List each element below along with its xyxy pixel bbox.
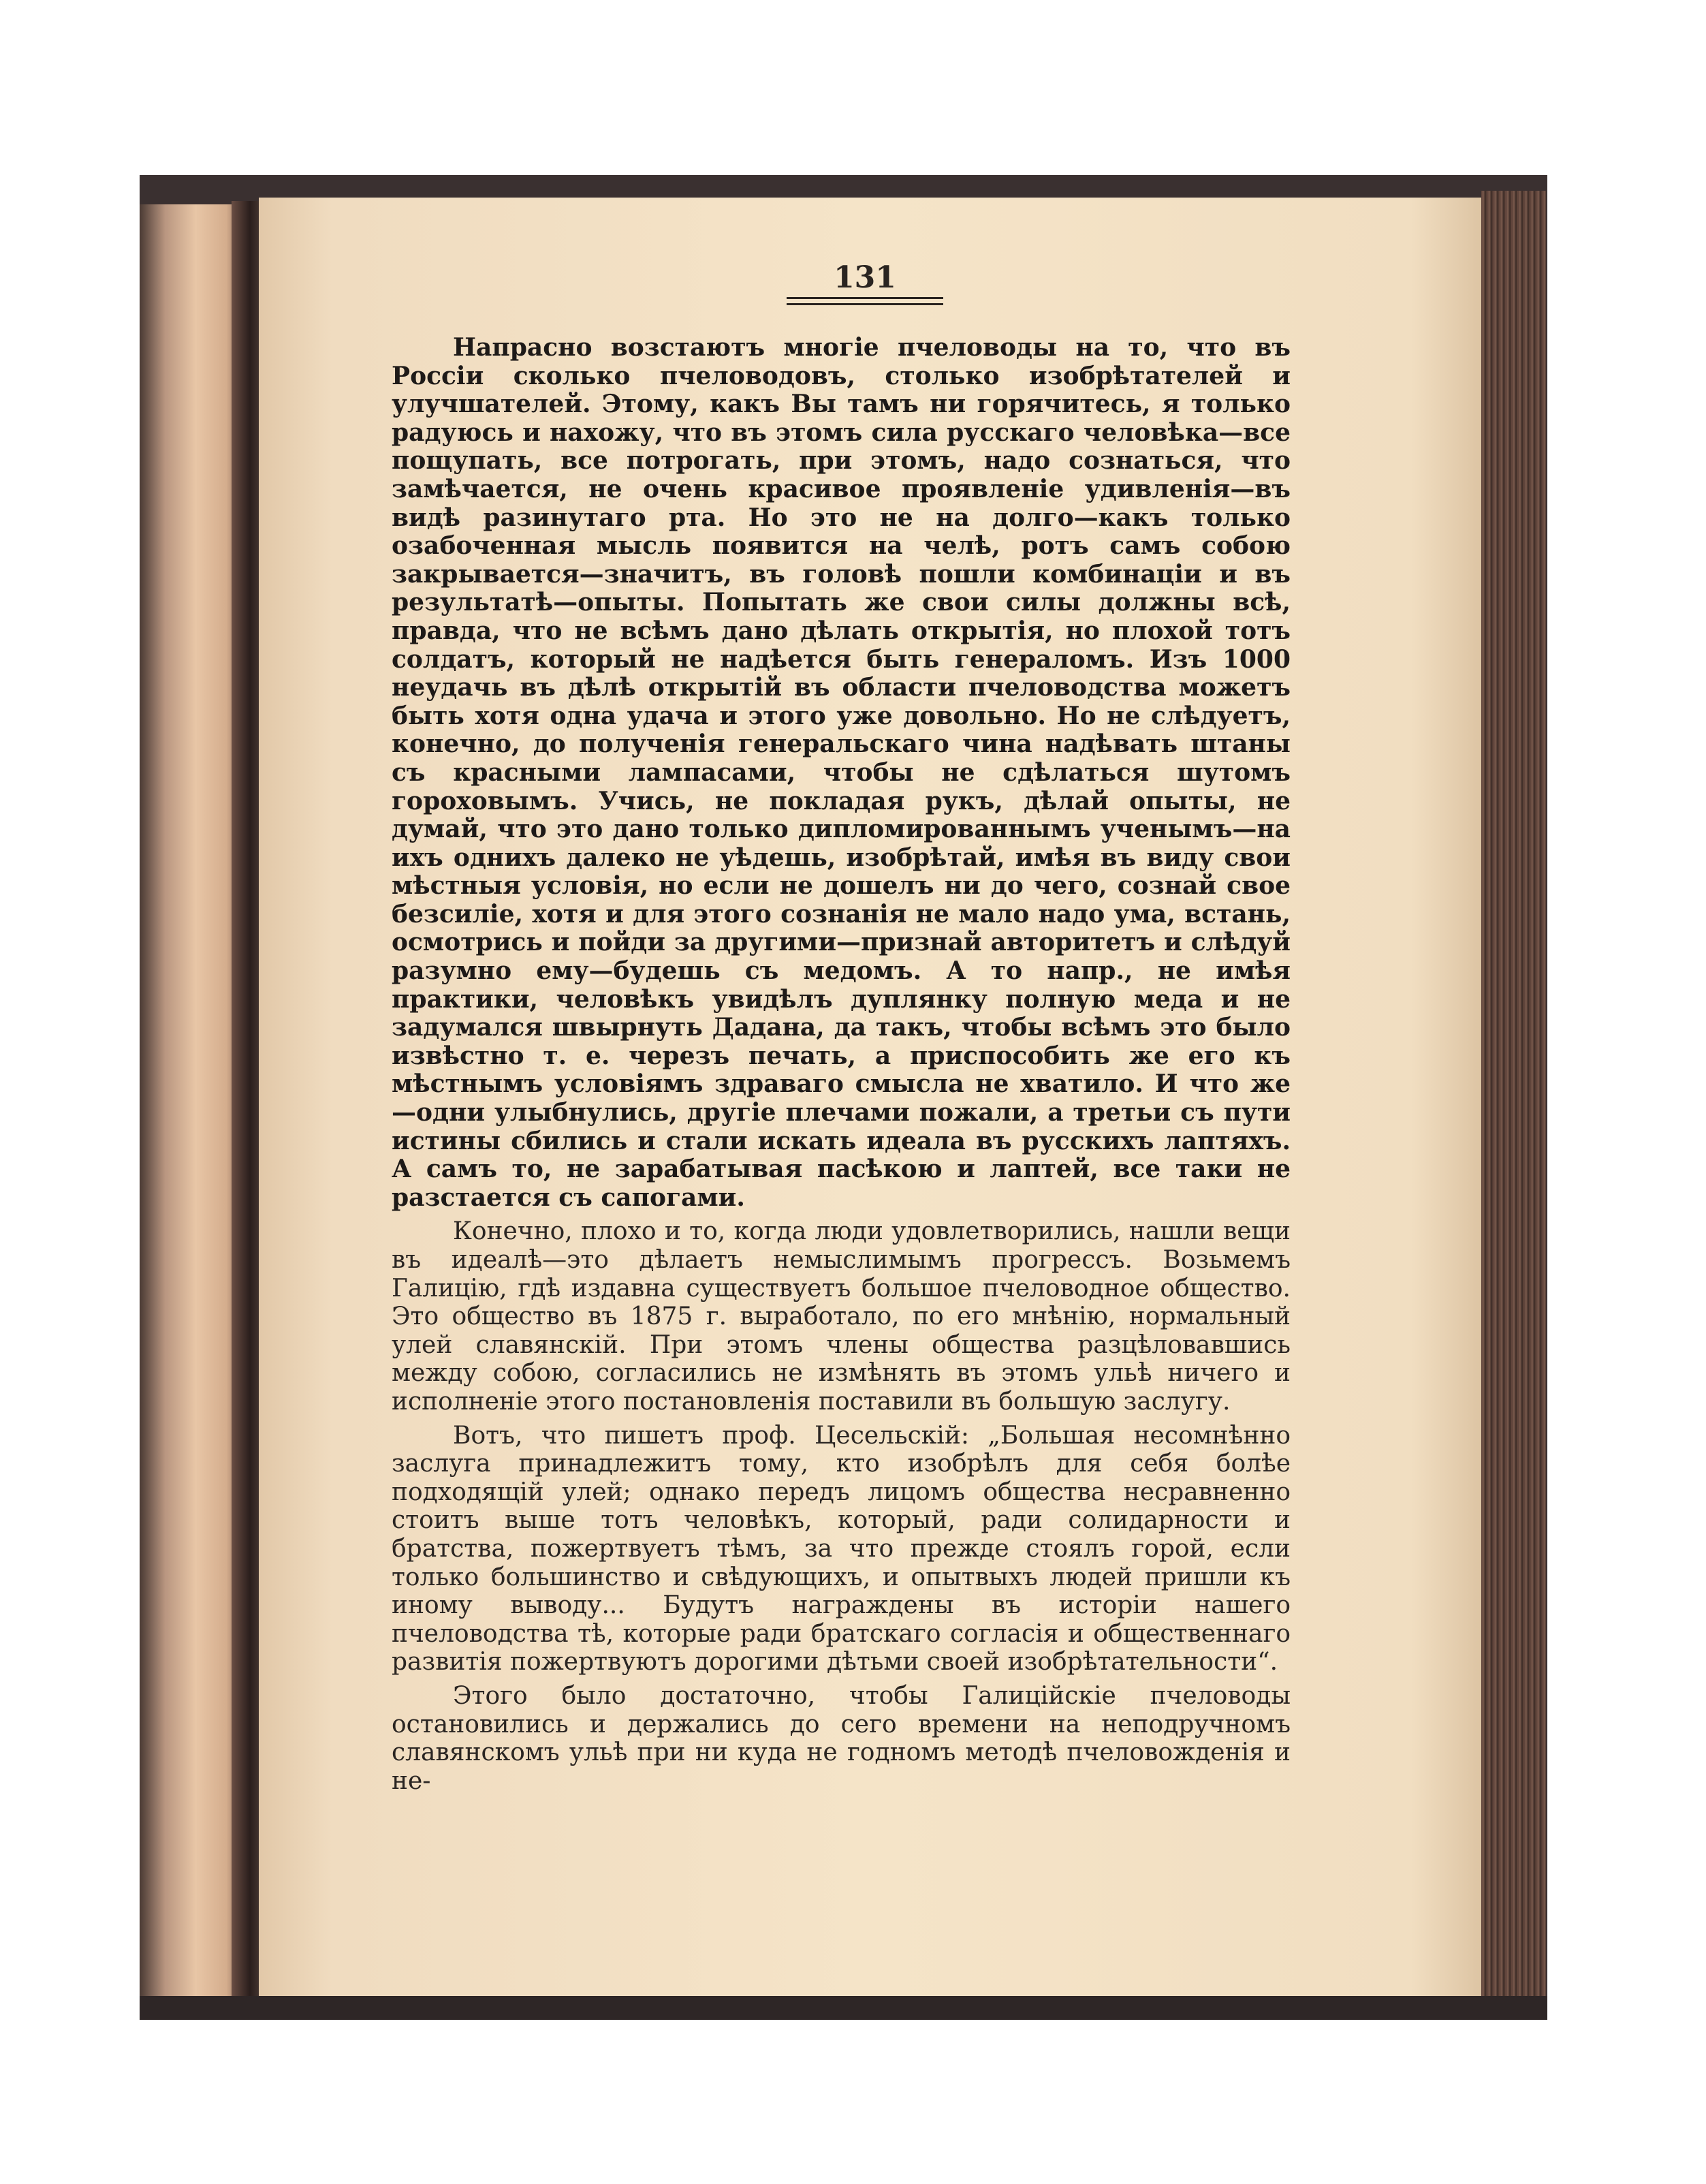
left-page-edge: [140, 204, 242, 2003]
paragraph-2: Конечно, плохо и то, когда люди удовлетворились, нашли вещи въ идеалѣ—это дѣлаетъ немыслимымъ прогрессъ. Возьмемъ Галицію, гдѣ издавна существуетъ большое пчеловодное общество. Это общество въ 1875 г. выработало, по его мнѣнію, нормальный улей славянскій. При этомъ члены общества разцѣловавшись между собою, согласились не измѣнять въ этомъ ульѣ ничего и исполненіе этого постановленія поставили въ большую заслугу.: [392, 1217, 1291, 1416]
body-text: [392, 334, 1291, 1795]
paragraph-3: Вотъ, что пишетъ проф. Цесельскій: „Большая несомнѣнно заслуга принадлежитъ тому, кто изобрѣлъ для себя болѣе подходящій улей; однако передъ лицомъ общества несравненно стоитъ выше тотъ человѣкъ, который, ради солидарности и братства, пожертвуетъ тѣмъ, за что прежде стоялъ горой, если только большинство и свѣдующихъ, и опытвыхъ людей пришли къ иному выводу... Будутъ награждены въ исторіи нашего пчеловодства тѣ, которые ради братскаго согласія и общественнаго развитія пожертвуютъ дорогими дѣтьми своей изобрѣтательности“.: [392, 1421, 1291, 1676]
page-number-rule: [787, 297, 943, 305]
book-gutter: [232, 201, 262, 1999]
page-stack-edge: [1481, 191, 1546, 2016]
paragraph-1: Напрасно возстаютъ многіе пчеловоды на то, что въ Россіи сколько пчеловодовъ, столько изобрѣтателей и улучшателей. Этому, какъ Вы тамъ ни горячитесь, я только радуюсь и нахожу, что въ этомъ сила русскаго человѣка—все пощупать, все потрогать, при этомъ, надо сознаться, что замѣчается, не очень красивое проявленіе удивленія—въ видѣ разинутаго рта. Но это не на долго—какъ только озабоченная мысль появится на челѣ, ротъ самъ собою закрывается—значитъ, въ головѣ пошли комбинаціи и въ результатѣ—опыты. Попытать же свои силы должны всѣ, правда, что не всѣмъ дано дѣлать открытія, но плохой тотъ солдатъ, который не надѣется быть генераломъ. Изъ 1000 неудачь въ дѣлѣ открытій въ области пчеловодства можетъ быть хотя одна удача и этого уже довольно. Но не слѣдуетъ, конечно, до полученія генеральскаго чина надѣвать штаны съ красными лампасами, чтобы не сдѣлаться шутомъ гороховымъ. Учись, не покладая рукъ, дѣлай опыты, не думай, что это дано только дипломированнымъ ученымъ—на ихъ однихъ далеко не уѣдешь, изобрѣтай, имѣя въ виду свои мѣстныя условія, но если не дошелъ ни до чего, сознай свое безсиліе, хотя и для этого сознанія не мало надо ума, встань, осмотрись и пойди за другими—признай авторитетъ и слѣдуй разумно ему—будешь съ медомъ. А то напр., не имѣя практики, человѣкъ увидѣлъ дуплянку полную меда и не задумался швырнуть Дадана, да такъ, чтобы всѣмъ это было извѣстно т. е. черезъ печать, а приспособить же его къ мѣстнымъ условіямъ здраваго смысла не хватило. И что же—одни улыбнулись, другіе плечами пожали, а третьи съ пути истины сбились и стали искать идеала въ русскихъ лаптяхъ. А самъ то, не зарабатывая пасѣкою и лаптей, все таки не разстается съ сапогами.: [392, 333, 1291, 1212]
page-number: 131: [834, 260, 896, 295]
scan-bottom-border: [140, 1996, 1547, 2020]
paragraph-4: Этого было достаточно, чтобы Галиційскіе пчеловоды остановились и держались до сего времени на неподручномъ славянскомъ ульѣ при ни куда не годномъ методѣ пчеловожденія и не-: [392, 1681, 1291, 1795]
